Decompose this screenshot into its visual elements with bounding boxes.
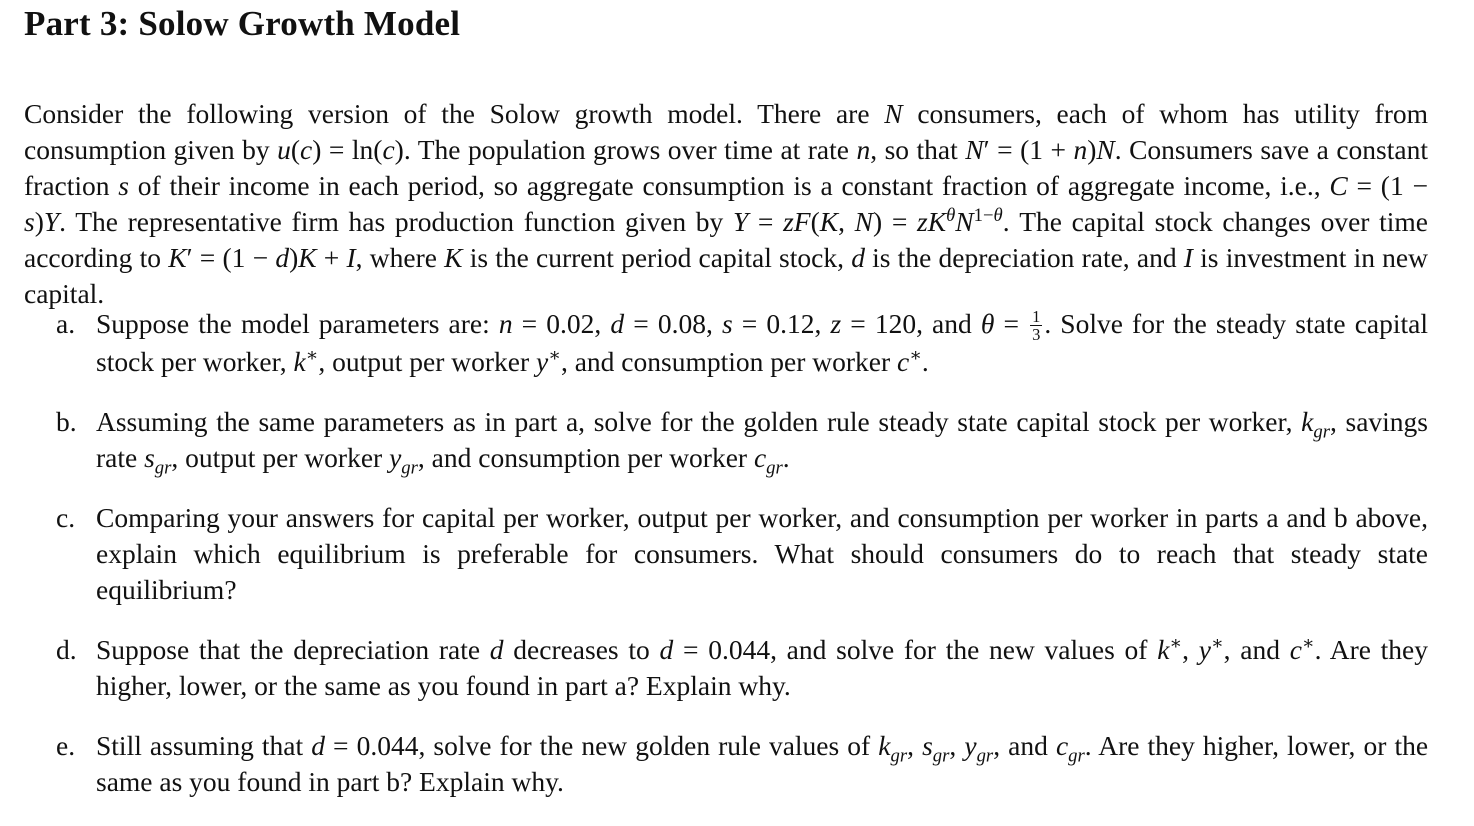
question-label: b. bbox=[56, 405, 77, 437]
theta-fraction: $\frac{1}{3}$ bbox=[1032, 307, 1041, 345]
question-list bbox=[48, 306, 1428, 800]
question-label: d. bbox=[56, 633, 77, 665]
question-d: d. Suppose that the depreciation rate d decreases to d = 0.044, and solve for the new values of k∗, y∗, and c∗. Are they higher, lower, or the same as you found in part a? Explain why. bbox=[56, 632, 1429, 701]
question-label: c. bbox=[56, 501, 76, 533]
page-title: Part 3: Solow Growth Model bbox=[24, 4, 461, 43]
question-c: c. Comparing your answers for capital per worker, output per worker, and consumption per worker in parts a and b above, explain which equilibrium is preferable for consumers. What should consumers do to reach that steady state equilibrium? bbox=[56, 501, 1428, 605]
question-b: b. Assuming the same parameters as in part a, solve for the golden rule steady state capital stock per worker, $k_{gr}$, savings rate $s_{gr}$, output per worker $y_{gr}$, and consumption per worker $c_{gr}$. bbox=[56, 405, 1429, 479]
question-label: a. bbox=[56, 308, 76, 339]
question-a: a. Suppose the model parameters are: n = 0.02, d = 0.08, s = 0.12, z = 120, and θ = $\frac{1}{3}$ . Solve for the steady state capital stock per worker, k∗, output per worker y∗, and consumption per worker c∗. bbox=[56, 307, 1429, 377]
question-label: e. bbox=[56, 729, 76, 761]
question-e: e. Still assuming that d = 0.044, solve for the new golden rule values of $k_{gr}$, $s_{gr}$, $y_{gr}$, and $c_{gr}$. Are they higher, lower, or the same as you found in part b? Explain why. bbox=[56, 729, 1429, 797]
intro-paragraph: Consider the following version of the Solow growth model. There are N consumers, each of whom has utility from consumption given by u(c) = ln(c). The population grows over time at rate n, so that N′ = (1 + n)N. Consumers save a constant fraction s of their income in each period, so aggregate consumption is a constant fraction of aggregate income, i.e., C = (1 − s)Y. The representative firm has production function given by Y = zF(K, $N) = zK^\theta N^{1-\theta}$. The capital stock changes over time according to K′ = (1 − d)K + I, where K is the current period capital stock, d is the depreciation rate, and I is investment in new capital. bbox=[24, 97, 1429, 309]
